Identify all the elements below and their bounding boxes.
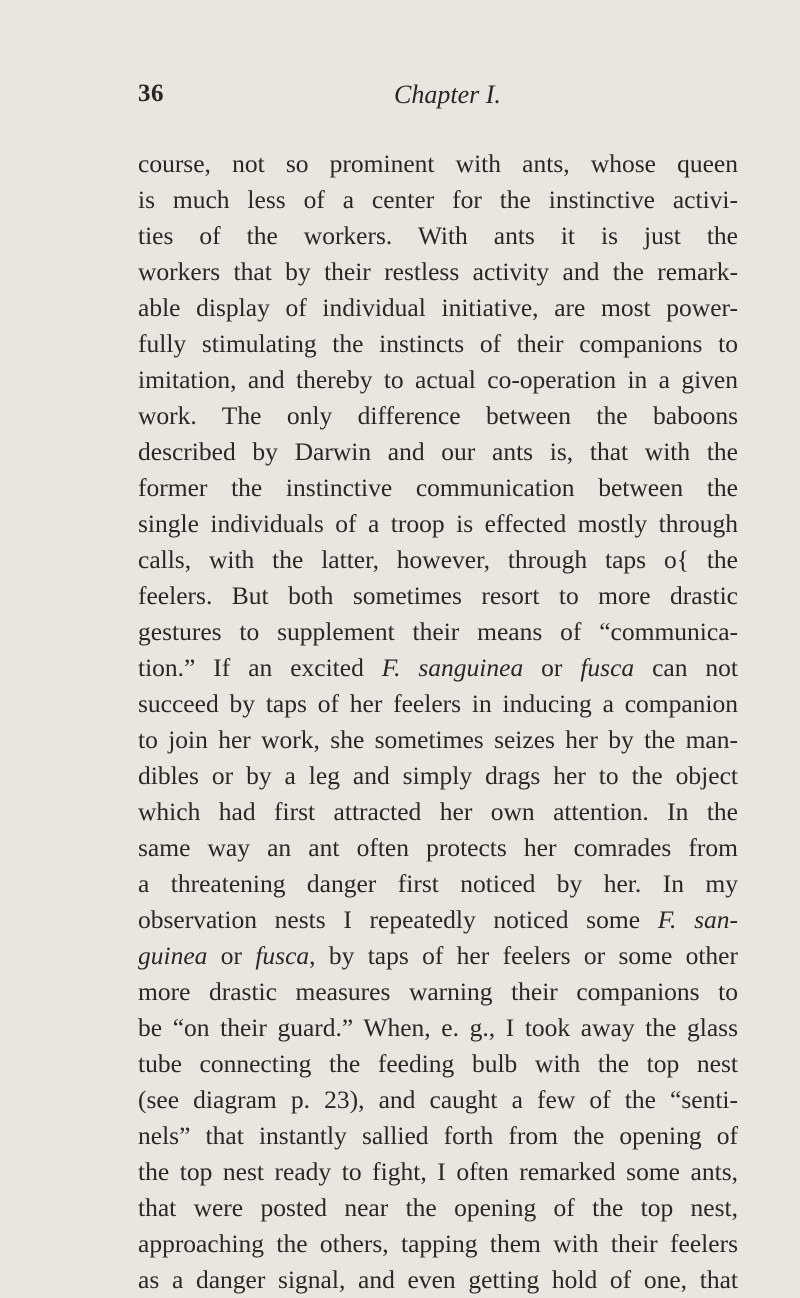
text-segment: to join her work, she sometimes seizes her by the man- bbox=[138, 725, 738, 754]
text-segment: former the instinctive communication between the bbox=[138, 473, 738, 502]
italic-text: fusca bbox=[580, 653, 635, 682]
text-segment: dibles or by a leg and simply drags her to the object bbox=[138, 761, 738, 790]
italic-text: F. san- bbox=[657, 905, 738, 934]
text-line bbox=[138, 542, 738, 578]
text-segment: as a danger signal, and even getting hold of one, that bbox=[138, 1265, 738, 1294]
text-line bbox=[138, 1046, 738, 1082]
text-line bbox=[138, 1154, 738, 1190]
text-segment: described by Darwin and our ants is, that with the bbox=[138, 437, 738, 466]
text-segment: (see diagram p. 23), and caught a few of the “senti- bbox=[138, 1085, 738, 1114]
text-line bbox=[138, 362, 738, 398]
text-line bbox=[138, 146, 738, 182]
page-number: 36 bbox=[138, 80, 164, 107]
text-segment: or bbox=[523, 653, 581, 682]
text-line bbox=[138, 1118, 738, 1154]
text-line bbox=[138, 506, 738, 542]
text-line bbox=[138, 578, 738, 614]
text-segment: or bbox=[207, 941, 256, 970]
text-segment: gestures to supplement their means of “communica- bbox=[138, 617, 738, 646]
text-segment: tube connecting the feeding bulb with the top nest bbox=[138, 1049, 738, 1078]
text-line bbox=[138, 794, 738, 830]
text-line bbox=[138, 902, 738, 938]
text-line bbox=[138, 1010, 738, 1046]
text-line bbox=[138, 938, 738, 974]
text-line bbox=[138, 614, 738, 650]
text-line bbox=[138, 1262, 738, 1298]
text-segment: can not bbox=[634, 653, 738, 682]
text-segment: tion.” If an excited bbox=[138, 653, 382, 682]
text-line bbox=[138, 218, 738, 254]
text-segment: be “on their guard.” When, e. g., I took away the glass bbox=[138, 1013, 738, 1042]
text-line bbox=[138, 182, 738, 218]
text-segment: observation nests I repeatedly noticed some bbox=[138, 905, 658, 934]
text-line bbox=[138, 830, 738, 866]
text-line bbox=[138, 254, 738, 290]
text-line bbox=[138, 650, 738, 686]
text-segment: , by taps of her feelers or some other bbox=[309, 941, 738, 970]
text-line bbox=[138, 290, 738, 326]
text-segment: course, not so prominent with ants, whose queen bbox=[138, 149, 738, 178]
text-line bbox=[138, 758, 738, 794]
body-text bbox=[138, 146, 738, 1298]
text-segment: imitation, and thereby to actual co-operation in a given bbox=[138, 365, 738, 394]
text-segment: workers that by their restless activity and the remark- bbox=[138, 257, 738, 286]
text-line bbox=[138, 866, 738, 902]
text-line bbox=[138, 1190, 738, 1226]
text-line bbox=[138, 686, 738, 722]
text-segment: more drastic measures warning their companions to bbox=[138, 977, 738, 1006]
text-segment: the top nest ready to fight, I often remarked some ants, bbox=[138, 1157, 738, 1186]
text-segment: is much less of a center for the instinctive activi- bbox=[138, 185, 738, 214]
text-segment: same way an ant often protects her comrades from bbox=[138, 833, 738, 862]
text-line bbox=[138, 974, 738, 1010]
italic-text: guinea bbox=[138, 941, 208, 970]
text-segment: fully stimulating the instincts of their companions to bbox=[138, 329, 738, 358]
text-segment: which had first attracted her own attention. In the bbox=[138, 797, 738, 826]
text-line bbox=[138, 1082, 738, 1118]
text-line bbox=[138, 398, 738, 434]
page-header bbox=[138, 80, 738, 120]
italic-text: F. sanguinea bbox=[381, 653, 524, 682]
text-segment: approaching the others, tapping them with their feelers bbox=[138, 1229, 738, 1258]
text-segment: calls, with the latter, however, through taps o{ the bbox=[138, 545, 738, 574]
text-segment: nels” that instantly sallied forth from the opening of bbox=[138, 1121, 738, 1150]
running-head: Chapter I. bbox=[394, 80, 501, 109]
text-segment: single individuals of a troop is effected mostly through bbox=[138, 509, 738, 538]
text-segment: work. The only difference between the baboons bbox=[138, 401, 738, 430]
italic-text: fusca bbox=[255, 941, 310, 970]
text-segment: a threatening danger first noticed by her. In my bbox=[138, 869, 738, 898]
text-line bbox=[138, 470, 738, 506]
text-line bbox=[138, 722, 738, 758]
text-line bbox=[138, 326, 738, 362]
text-segment: able display of individual initiative, are most power- bbox=[138, 293, 738, 322]
text-line bbox=[138, 434, 738, 470]
text-segment: that were posted near the opening of the top nest, bbox=[138, 1193, 738, 1222]
text-segment: feelers. But both sometimes resort to more drastic bbox=[138, 581, 738, 610]
text-segment: succeed by taps of her feelers in inducing a companion bbox=[138, 689, 738, 718]
text-line bbox=[138, 1226, 738, 1262]
text-segment: ties of the workers. With ants it is just the bbox=[138, 221, 738, 250]
